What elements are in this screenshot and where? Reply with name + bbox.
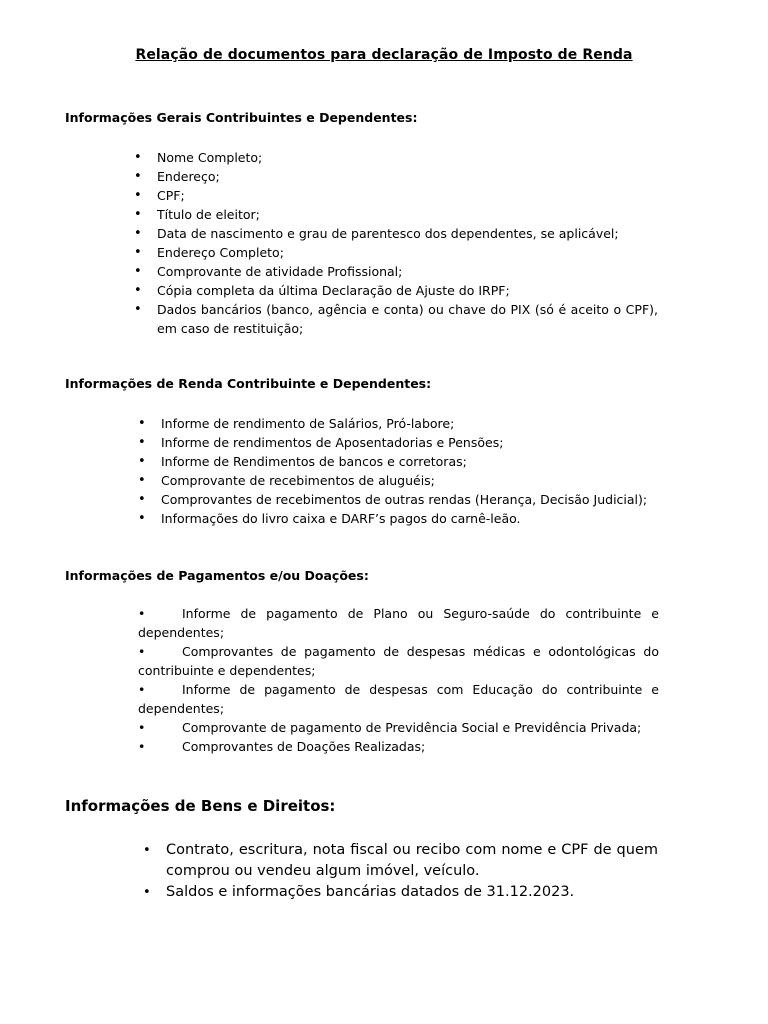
list-item: • Informe de Rendimentos de bancos e corretoras; bbox=[161, 452, 658, 471]
list-item: • Informe de rendimentos de Aposentadorias e Pensões; bbox=[161, 433, 658, 452]
list-item: • Comprovantes de Doações Realizadas; bbox=[138, 739, 426, 754]
list-item: • Comprovante de atividade Profissional; bbox=[157, 262, 658, 281]
list-item: • Nome Completo; bbox=[157, 148, 658, 167]
section-heading-income-info: Informações de Renda Contribuinte e Dependentes: bbox=[65, 376, 432, 391]
section-heading-assets-rights: Informações de Bens e Direitos: bbox=[65, 797, 336, 815]
list-item: • Comprovante de pagamento de Previdência Social e Previdência Privada; bbox=[138, 720, 642, 735]
document-title: Relação de documentos para declaração de Imposto de Renda bbox=[135, 47, 633, 63]
payments-donations-list bbox=[138, 604, 659, 756]
list-item: • Dados bancários (banco, agência e conta) ou chave do PIX (só é aceito o CPF), em caso de restituição; bbox=[157, 300, 658, 338]
assets-rights-list bbox=[166, 840, 658, 903]
bullet: • bbox=[138, 606, 146, 621]
list-item: • Cópia completa da última Declaração de Ajuste do IRPF; bbox=[157, 281, 658, 300]
list-item: • Informe de pagamento de despesas com Educação do contribuinte e dependentes; bbox=[138, 682, 659, 716]
income-info-list bbox=[161, 414, 658, 528]
list-item: • Informe de rendimento de Salários, Pró-labore; bbox=[161, 414, 658, 433]
bullet: • bbox=[138, 682, 146, 697]
section-heading-payments-donations: Informações de Pagamentos e/ou Doações: bbox=[65, 568, 369, 583]
list-item: • Comprovante de recebimentos de aluguéis; bbox=[161, 471, 658, 490]
list-item: • Informações do livro caixa e DARF’s pagos do carnê-leão. bbox=[161, 509, 658, 528]
bullet: • bbox=[138, 739, 146, 754]
list-item: • Endereço; bbox=[157, 167, 658, 186]
section-heading-general-info: Informações Gerais Contribuintes e Dependentes: bbox=[65, 110, 418, 125]
list-item: • CPF; bbox=[157, 186, 658, 205]
list-item: • Contrato, escritura, nota fiscal ou recibo com nome e CPF de quem comprou ou vendeu algum imóvel, veículo. bbox=[166, 840, 658, 882]
bullet: • bbox=[138, 720, 146, 735]
list-item: • Comprovantes de recebimentos de outras rendas (Herança, Decisão Judicial); bbox=[161, 490, 658, 509]
list-item: • Informe de pagamento de Plano ou Seguro-saúde do contribuinte e dependentes; bbox=[138, 606, 659, 640]
general-info-list bbox=[157, 148, 658, 338]
list-item: • Título de eleitor; bbox=[157, 205, 658, 224]
list-item: • Saldos e informações bancárias datados de 31.12.2023. bbox=[166, 882, 658, 903]
list-item: • Data de nascimento e grau de parentesco dos dependentes, se aplicável; bbox=[157, 224, 658, 243]
list-item: • Endereço Completo; bbox=[157, 243, 658, 262]
list-item: • Comprovantes de pagamento de despesas médicas e odontológicas do contribuinte e dependentes; bbox=[138, 644, 659, 678]
bullet: • bbox=[138, 644, 146, 659]
